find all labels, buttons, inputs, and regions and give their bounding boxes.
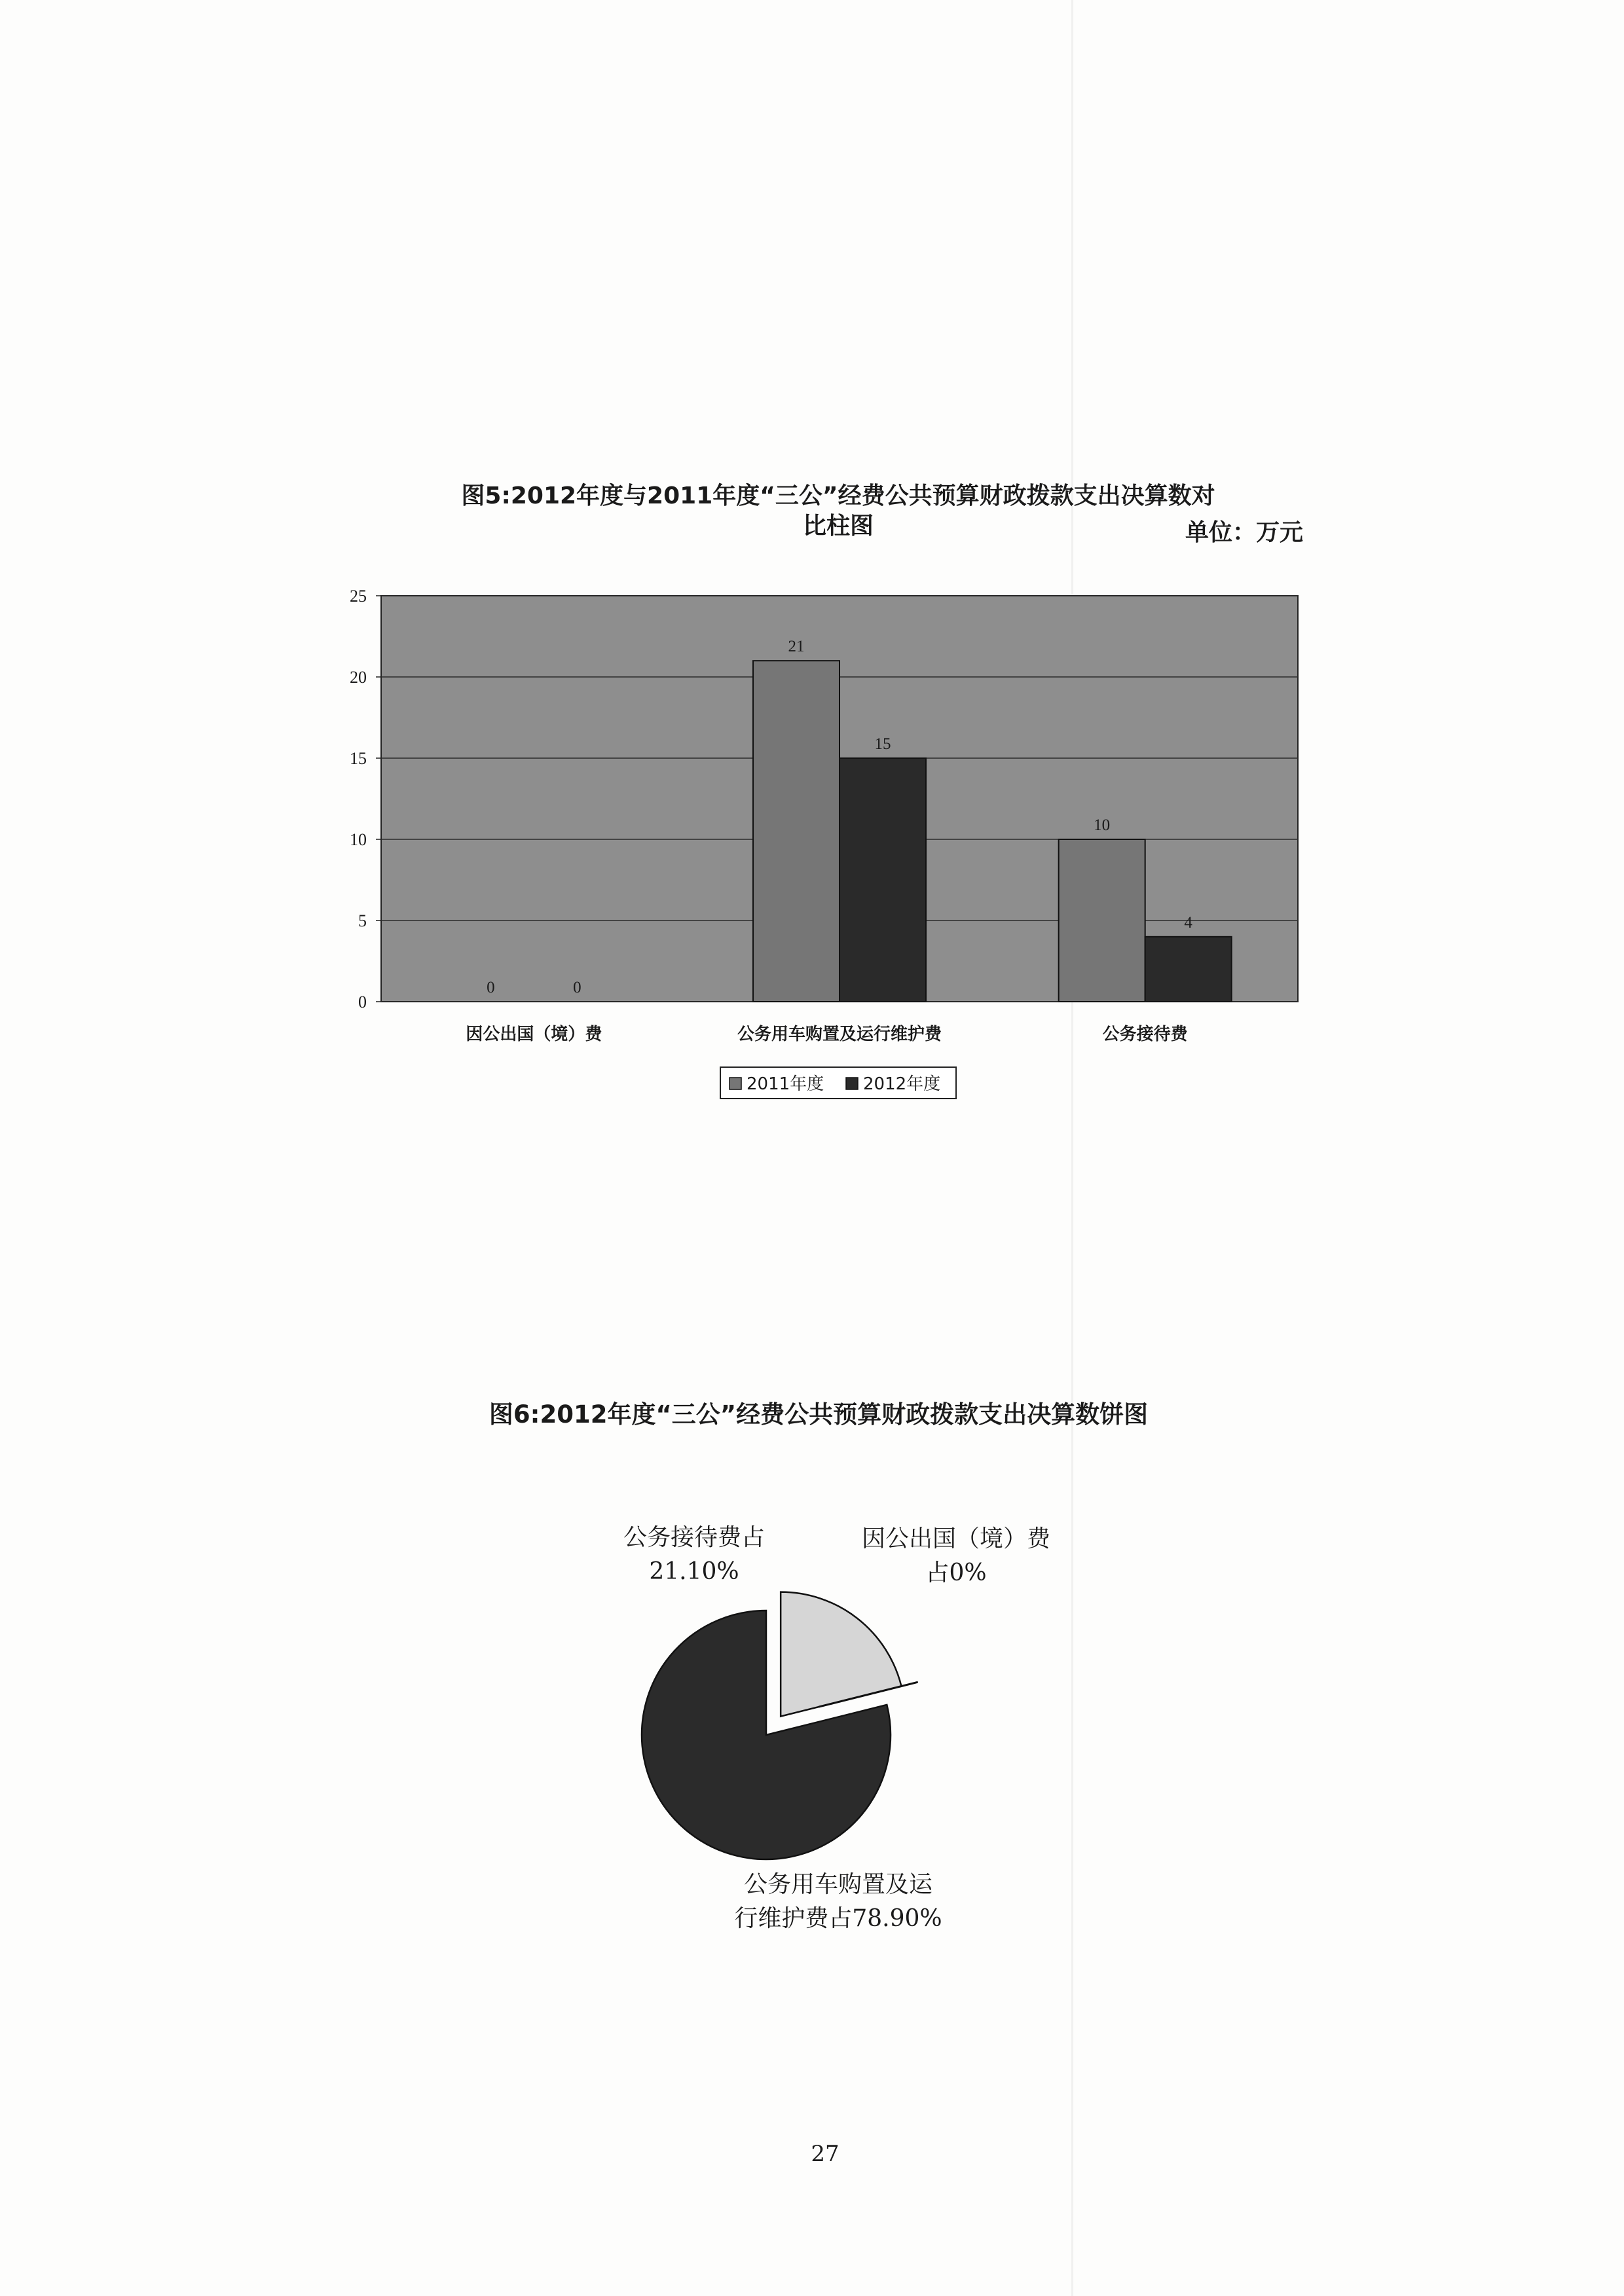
data-label: 0 [487,979,495,996]
y-tick-label: 25 [350,587,367,606]
data-label: 15 [874,735,891,753]
x-category-label: 公务接待费 [1102,1025,1188,1044]
x-category-label: 因公出国（境）费 [466,1025,602,1044]
pie-label: 占0% [925,1559,987,1586]
pie-chart [589,1506,1113,1977]
pie-label: 公务用车购置及运 [743,1871,933,1898]
page-number: 27 [811,2141,840,2167]
bar-2012 [840,758,926,1002]
pie-chart-title: 图6:2012年度“三公”经费公共预算财政拨款支出决算数饼图 [489,1400,1149,1429]
y-tick-label: 10 [350,830,367,849]
pie-label: 21.10% [649,1558,739,1585]
legend-label: 2011年度 [747,1074,824,1094]
bar-chart-unit-label: 单位：万元 [1185,519,1303,546]
data-label: 10 [1094,816,1111,834]
bar-2011 [753,661,840,1002]
bar-chart-title-line1: 图5:2012年度与2011年度“三公”经费公共预算财政拨款支出决算数对 [461,483,1215,509]
pie-slice-reception [781,1592,901,1717]
bar-2012 [1145,937,1232,1002]
data-label: 21 [788,638,805,656]
legend-swatch [846,1078,858,1089]
bar-chart-title-line2: 比柱图 [802,513,874,539]
pie-label: 因公出国（境）费 [861,1525,1051,1552]
y-tick-label: 5 [358,911,367,930]
y-tick-label: 0 [358,993,367,1011]
x-category-label: 公务用车购置及运行维护费 [737,1025,942,1044]
legend-label: 2012年度 [863,1074,941,1094]
pie-label: 行维护费占78.90% [734,1905,942,1932]
pie-label: 公务接待费占 [623,1524,766,1551]
bar-chart [327,576,1323,1113]
bar-2011 [1059,839,1145,1002]
y-tick-label: 15 [350,749,367,768]
y-tick-label: 20 [350,668,367,687]
data-label: 4 [1184,913,1192,932]
legend-swatch [729,1078,741,1089]
data-label: 0 [573,979,581,996]
